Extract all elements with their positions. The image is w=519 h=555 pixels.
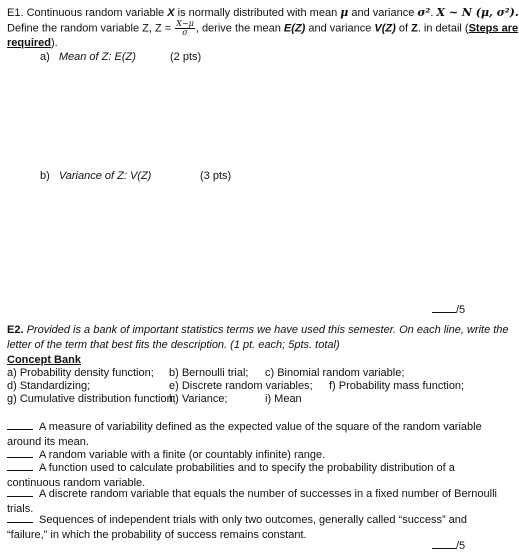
sigma-squared: σ² xyxy=(417,6,431,19)
question-text-continued: around its mean. xyxy=(7,436,89,448)
part-a-text: Mean of Z: E(Z) xyxy=(58,51,136,63)
e2-question-5 xyxy=(7,511,468,543)
e1-intro-text: E1. Continuous random variable xyxy=(7,7,168,19)
part-b xyxy=(40,169,151,184)
e1-line3 xyxy=(7,36,58,51)
define-z-text: Define the random variable Z, Z = xyxy=(7,22,175,35)
e1-line2 xyxy=(7,20,518,37)
concept-bank-term: b) Bernoulli trial; xyxy=(169,367,249,379)
e2-prompt-text-1: Provided is a bank of important statistics terms we have used this semester. On each line, write the xyxy=(23,324,509,336)
question-text: A discrete random variable that equals the number of successes in a fixed number of Bernoulli xyxy=(39,488,497,500)
part-a-label: a) xyxy=(40,51,50,63)
part-b-points: (3 pts) xyxy=(200,170,232,182)
e2-score[interactable] xyxy=(432,537,465,554)
e2-prompt-line2: letter of the term that best fits the description. (1 pt. each; 5pts. total) xyxy=(7,339,340,351)
and-variance-text: and variance xyxy=(305,22,375,35)
question-text-continued: continuous random variable. xyxy=(7,477,146,489)
distribution-notation: X ~ N (μ, σ²). xyxy=(436,6,519,19)
concept-bank-title: Concept Bank xyxy=(7,354,81,366)
concept-bank-term: g) Cumulative distribution function; xyxy=(7,393,176,405)
var-x: X xyxy=(167,7,175,19)
detail-text: . in detail ( xyxy=(417,22,469,35)
e1-score[interactable] xyxy=(432,301,465,318)
question-text: Sequences of independent trials with only two outcomes, generally called “success” and xyxy=(39,514,468,526)
concept-bank-term: d) Standardizing; xyxy=(7,380,91,392)
concept-bank-term: a) Probability density function; xyxy=(7,367,154,379)
e2-score-line[interactable] xyxy=(432,537,456,549)
concept-bank-term: h) Variance; xyxy=(169,393,228,405)
concept-bank-term: c) Binomial random variable; xyxy=(265,367,405,379)
e1-mid-text: is normally distributed with mean xyxy=(174,7,341,19)
steps-are-emphasis: Steps are xyxy=(468,22,519,35)
concept-bank-term: f) Probability mass function; xyxy=(329,380,465,392)
mu-symbol: μ xyxy=(340,6,349,19)
z-term: Z xyxy=(411,22,418,35)
e1-and-text: and variance xyxy=(348,7,418,19)
part-a xyxy=(40,50,136,65)
ez-term: E(Z) xyxy=(283,22,306,35)
answer-blank[interactable] xyxy=(7,459,33,471)
part-a-points: (2 pts) xyxy=(170,51,202,63)
part-b-label: b) xyxy=(40,170,50,182)
close-paren: ). xyxy=(51,37,58,49)
e1-line1 xyxy=(7,5,519,21)
part-b-text: Variance of Z: V(Z) xyxy=(58,170,152,182)
e2-score-total: /5 xyxy=(456,540,466,552)
fraction-denominator: σ xyxy=(182,28,188,37)
answer-blank[interactable] xyxy=(7,418,33,430)
concept-bank-term: e) Discrete random variables; xyxy=(169,380,313,392)
answer-blank[interactable] xyxy=(7,511,33,523)
of-text: of xyxy=(395,22,412,35)
e1-score-line[interactable] xyxy=(432,301,456,313)
fraction-numerator: X−μ xyxy=(176,19,194,28)
question-text-continued: “failure,” in which the probability of success remains constant. xyxy=(7,529,307,541)
question-text: A measure of variability defined as the expected value of the square of the random variable xyxy=(39,421,482,433)
e1-dot: . xyxy=(430,7,437,19)
answer-blank[interactable] xyxy=(7,485,33,497)
e1-score-total: /5 xyxy=(456,304,466,316)
question-text: A function used to calculate probabilities and to specify the probability distribution of a xyxy=(39,462,455,474)
concept-bank-row xyxy=(7,392,467,407)
required-emphasis: required xyxy=(7,37,52,49)
derive-text: , derive the mean xyxy=(195,22,284,35)
e2-prompt-line1 xyxy=(7,323,509,338)
concept-bank-term: i) Mean xyxy=(265,393,302,405)
e2-label: E2. xyxy=(7,324,24,336)
question-text: A random variable with a finite (or countably infinite) range. xyxy=(39,449,326,461)
question-text-continued: trials. xyxy=(7,503,34,515)
vz-term: V(Z) xyxy=(374,22,396,35)
answer-blank[interactable] xyxy=(7,446,33,458)
z-fraction xyxy=(175,20,195,37)
